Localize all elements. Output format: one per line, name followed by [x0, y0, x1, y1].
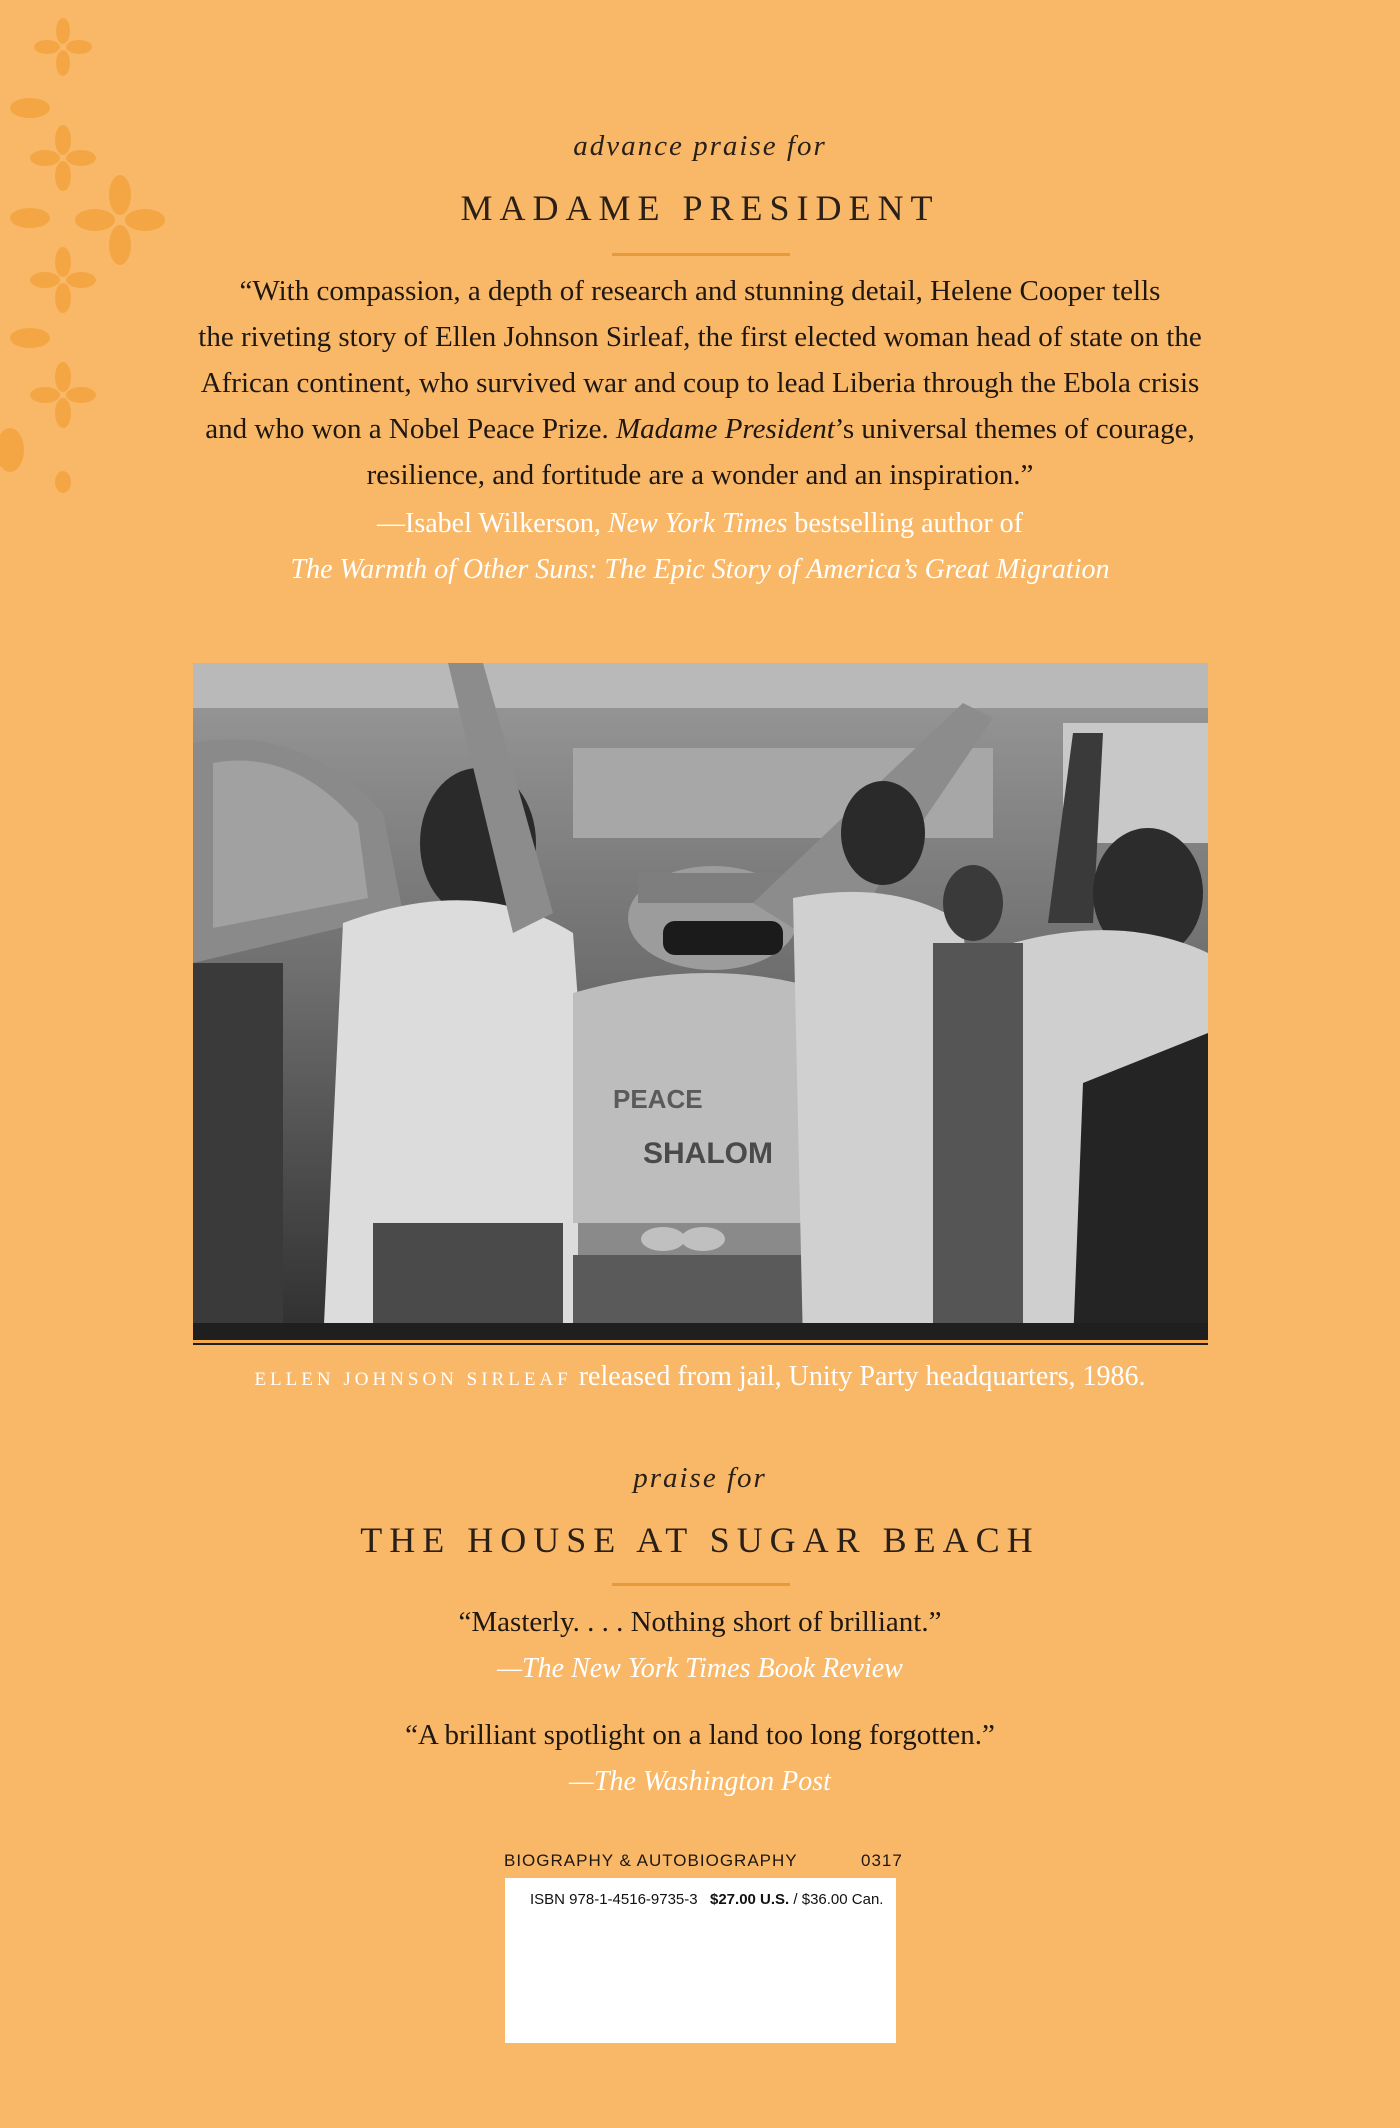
quote-attribution: —Isabel Wilkerson, New York Times bestselling author of: [377, 508, 1023, 539]
caption-name: ELLEN JOHNSON SIRLEAF: [254, 1369, 572, 1390]
isbn-number: ISBN 978-1-4516-9735-3: [530, 1891, 698, 1908]
photo-caption: ELLEN JOHNSON SIRLEAF released from jail, Unity Party headquarters, 1986.: [254, 1361, 1146, 1392]
title-divider: [612, 1583, 790, 1586]
quote-line: the riveting story of Ellen Johnson Sirleaf, the first elected woman head of state on the: [198, 321, 1202, 353]
shirt-text-top: PEACE: [613, 1084, 703, 1114]
previous-book-title: THE HOUSE AT SUGAR BEACH: [360, 1520, 1040, 1560]
category-label: BIOGRAPHY & AUTOBIOGRAPHY: [504, 1851, 798, 1870]
price: $27.00 U.S. / $36.00 Can.: [710, 1891, 884, 1908]
review-quote-2: “A brilliant spotlight on a land too long forgotten.”: [405, 1719, 995, 1751]
quote-line: resilience, and fortitude are a wonder and an inspiration.”: [366, 459, 1034, 491]
praise-for-heading: praise for: [633, 1462, 767, 1494]
review-source-1: —The New York Times Book Review: [497, 1653, 903, 1684]
advance-praise-heading: advance praise for: [573, 130, 827, 162]
photo-bottom-rule: [193, 1340, 1208, 1343]
category-code: 0317: [861, 1851, 903, 1870]
title-divider: [612, 253, 790, 256]
review-quote-1: “Masterly. . . . Nothing short of brilliant.”: [458, 1606, 942, 1638]
book-title: MADAME PRESIDENT: [460, 188, 940, 228]
archival-photograph: [193, 663, 1208, 1345]
quote-book-title: Madame President: [615, 413, 835, 445]
quote-line: “With compassion, a depth of research and stunning detail, Helene Cooper tells: [239, 275, 1161, 307]
quote-line: African continent, who survived war and coup to lead Liberia through the Ebola crisis: [200, 367, 1200, 399]
shirt-text: SHALOM: [643, 1137, 773, 1170]
attribution-book-title: The Warmth of Other Suns: The Epic Story of America’s Great Migration: [290, 554, 1110, 585]
praise-quote: [0, 268, 1400, 498]
review-source-2: —The Washington Post: [569, 1766, 831, 1797]
photo-illustration: [193, 663, 1208, 1345]
quote-line: and who won a Nobel Peace Prize. Madame President’s universal themes of courage,: [205, 413, 1195, 445]
barcode-area: [505, 1878, 896, 2043]
